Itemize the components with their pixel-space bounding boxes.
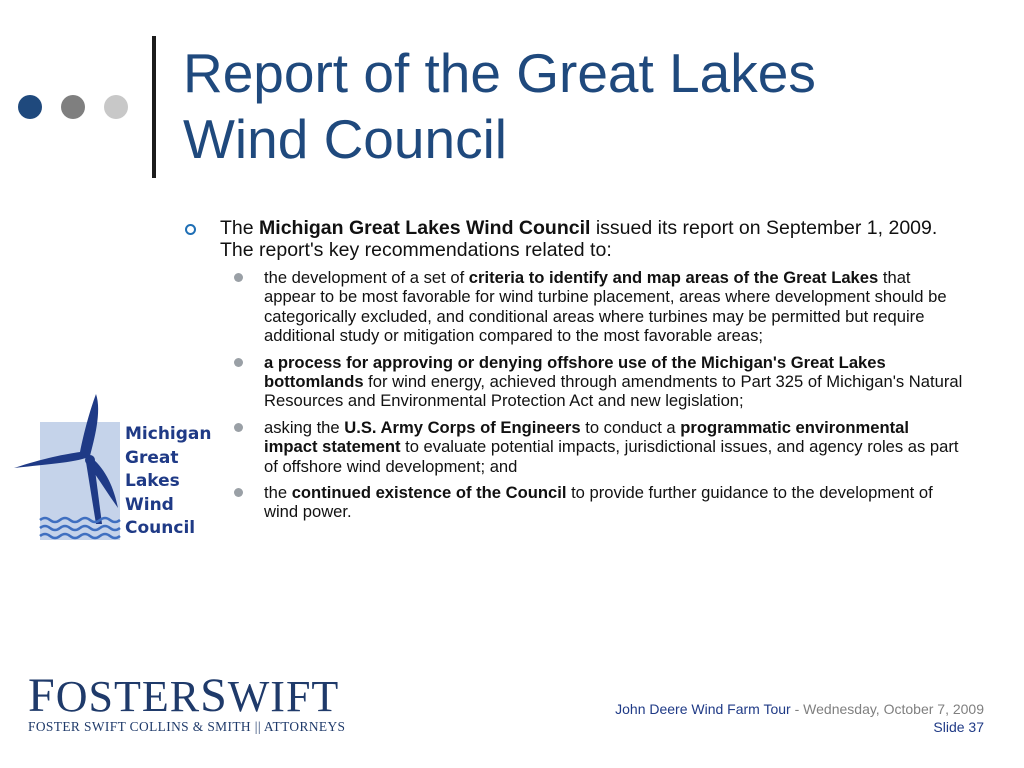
text-run: to conduct a [580,417,681,437]
sub-bullet-army-corps [264,418,963,476]
title-line-2: Wind Council [183,108,508,170]
text-run: F [28,669,56,722]
dot-bullet-icon [234,488,243,497]
title-line-1: Report of the Great Lakes [183,42,816,104]
dot-bullet-icon [234,358,243,367]
bold-run: programmatic environmental impact statement [264,417,909,457]
dot-bullet-icon [234,423,243,432]
text-run: The [220,217,260,239]
text-run: OSTER [55,672,201,721]
sub-bullet-text [264,418,963,476]
dot-light [104,95,128,119]
foster-swift-logo [28,669,358,735]
text-run: asking the [264,417,345,437]
turbine-hub-icon [85,455,95,465]
title-divider [152,36,156,178]
logo-wordmark [125,423,212,541]
text-run: that appear to be most favorable for wind turbine placement, areas where development should be categorically excluded, and conditional areas where turbines may be permitted but require additional study or mitigation compared to the most favorable areas; [264,268,947,346]
bold-run: a process for approving or denying offshore use of the Michigan's Great Lakes bottomlands [264,352,886,392]
text-run: to provide further guidance to the development of wind power. [264,483,933,522]
logo-line: Council [125,518,196,538]
ring-bullet-icon [185,224,196,235]
sub-bullet-text [264,268,963,346]
slide-footer [615,700,984,736]
slide-title [183,40,1003,172]
logo-line: Great [125,447,179,468]
bold-run: criteria to identify and map areas of the Great Lakes [468,268,879,287]
main-bullet-text [220,217,963,261]
firm-subtitle: FOSTER SWIFT COLLINS & SMITH || ATTORNEYS [28,719,346,734]
slide-number: Slide 37 [933,719,984,735]
dot-mid [61,95,85,119]
text-run: issued its report on September 1, 2009. The report's key recommendations related to: [220,217,938,261]
logo-line: Wind [125,494,174,515]
main-bullet [183,217,963,261]
firm-name [28,669,358,722]
text-run: for wind energy, achieved through amendments to Part 325 of Michigan's Natural Resources and Environmental Protection Act and new legislation; [264,372,963,411]
footer-separator: - [790,701,804,717]
sub-bullet-text [264,353,963,411]
bold-run: Michigan Great Lakes Wind Council [259,217,591,239]
bold-run: U.S. Army Corps of Engineers [344,417,581,437]
text-run: to evaluate potential impacts, jurisdictional issues, and agency roles as part of offshore wind development; and [264,437,959,476]
sub-bullet-council [264,483,963,522]
text-run: S [200,669,228,722]
dot-bullet-icon [234,273,243,282]
dot-dark [18,95,42,119]
sub-bullet-bottomlands [264,353,963,411]
sub-bullet-criteria [264,268,963,346]
bold-run: continued existence of the Council [291,483,567,503]
logo-line: Lakes [125,471,180,491]
text-run: WIFT [227,672,340,721]
footer-event: John Deere Wind Farm Tour [615,701,791,717]
text-run: the development of a set of [264,268,469,287]
sub-bullet-text [264,483,963,522]
footer-date: Wednesday, October 7, 2009 [803,701,984,717]
logo-line: Michigan [125,424,212,444]
decorative-dots-icon [18,94,138,120]
text-run: the [264,483,292,503]
slide-content [183,217,963,522]
